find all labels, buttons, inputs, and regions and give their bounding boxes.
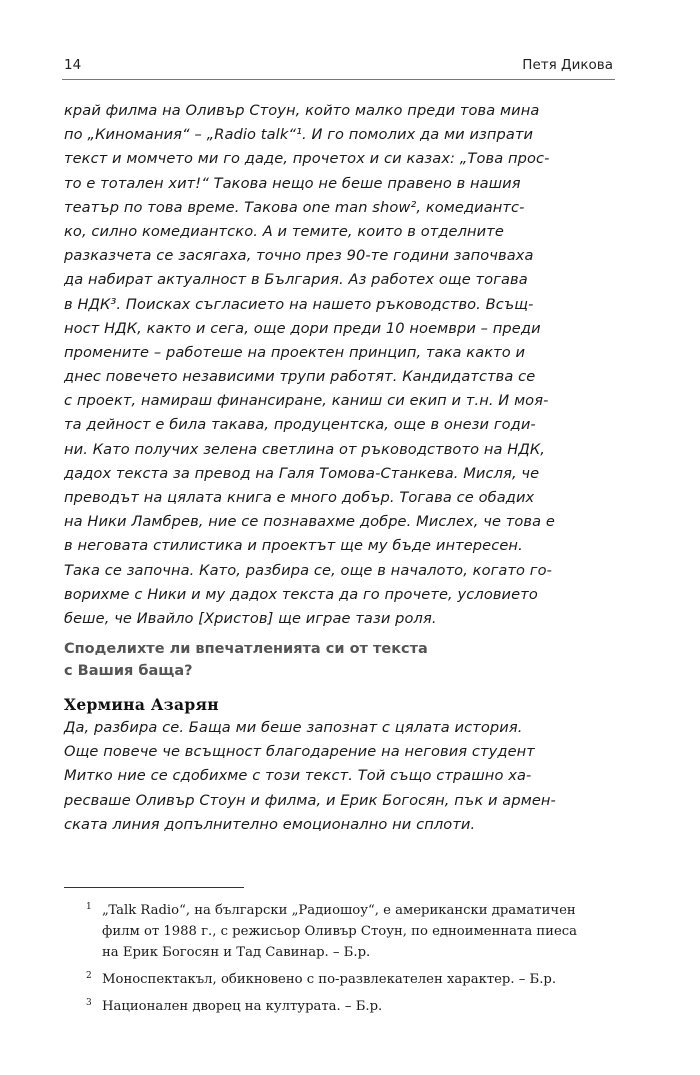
- text-line: на Ники Ламбрев, ние се познавахме добре. Мислех, че това е: [64, 513, 555, 531]
- text-line: Митко ние се сдобихме с този текст. Той също страшно ха-: [64, 767, 532, 785]
- footnote-line: Национален дворец на културата. – Б.р.: [102, 999, 383, 1014]
- text-line: Така се започна. Като, разбира се, още в началото, когато го-: [64, 561, 552, 579]
- text-line: Да, разбира се. Баща ми беше запознат с цялата история.: [64, 719, 523, 736]
- running-header: [62, 51, 615, 80]
- text-line: преводът на цялата книга е много добър. Тогава се обадих: [64, 489, 535, 506]
- footnote-number: 1: [86, 902, 92, 912]
- footnote-line: на Ерик Богосян и Тад Савинар. – Б.р.: [102, 945, 371, 960]
- text-line: в неговата стилистика и проектът ще му бъде интересен.: [64, 537, 523, 555]
- footnote-line: Моноспектакъл, обикновено с по-развлекателен характер. – Б.р.: [102, 972, 557, 987]
- text-line: да набират актуалност в България. Аз работех още тогава: [64, 271, 528, 289]
- text-line: та дейност е била такава, продуцентска, още в онези годи-: [64, 416, 536, 434]
- paragraph-answer-2: [64, 716, 624, 837]
- page-number: 14: [64, 57, 82, 73]
- paragraph-answer-1: [64, 99, 624, 631]
- text-line: то е тотален хит!“ Такова нещо не беше правено в нашия: [64, 174, 521, 192]
- speaker-name: Хермина Азарян: [64, 695, 219, 714]
- text-line: ворихме с Ники и му дадох текста да го прочете, условието: [64, 585, 538, 603]
- footnote-number: 2: [86, 971, 92, 981]
- text-line: промените – работеше на проектен принцип, така както и: [64, 343, 526, 361]
- text-line: беше, че Ивайло [Христов] ще играе тази роля.: [64, 609, 437, 627]
- question-line: Споделихте ли впечатленията си от текста: [64, 641, 428, 657]
- running-header-author: Петя Дикова: [522, 57, 613, 73]
- text-line: ност НДК, както и сега, още дори преди 10 ноември – преди: [64, 319, 541, 337]
- interview-question: [64, 638, 624, 682]
- footnote-line: „Talk Radio“, на български „Радиошоу“, е американски драматичен: [102, 903, 576, 918]
- text-line: Още повече че всъщност благодарение на неговия студент: [64, 743, 535, 761]
- text-line: дадох текста за превод на Галя Томова-Станкева. Мисля, че: [64, 464, 540, 482]
- text-line: ни. Като получих зелена светлина от ръководството на НДК,: [64, 440, 546, 458]
- footnote: [64, 996, 624, 1017]
- text-line: край филма на Оливър Стоун, който малко преди това мина: [64, 102, 540, 119]
- text-line: разказчета се засягаха, точно през 90-те години започваха: [64, 247, 534, 265]
- text-line: с проект, намираш финансиране, каниш си екип и т.н. И моя-: [64, 392, 549, 410]
- text-line: в НДК³. Поисках съгласието на нашето ръководство. Всъщ-: [64, 295, 534, 313]
- footnotes: [64, 900, 624, 1023]
- footnote-divider: [64, 887, 244, 888]
- text-line: ко, силно комедиантско. А и темите, които в отделните: [64, 222, 504, 240]
- text-line: днес повечето независими трупи работят. Кандидатства се: [64, 368, 536, 386]
- text-line: текст и момчето ми го даде, прочетох и си казах: „Това прос-: [64, 150, 550, 168]
- text-line: театър по това време. Такова one man show², комедиантс-: [64, 198, 525, 216]
- question-line: с Вашия баща?: [64, 663, 193, 679]
- text-line: по „Киномания“ – „Radio talk“¹. И го помолих да ми изпрати: [64, 126, 534, 144]
- text-line: ската линия допълнително емоционално ни сплоти.: [64, 815, 476, 833]
- footnote-line: филм от 1988 г., с режисьор Оливър Стоун, по едноименната пиеса: [102, 924, 578, 939]
- footnote: [64, 900, 624, 963]
- footnote-number: 3: [86, 998, 92, 1008]
- text-line: ресваше Оливър Стоун и филма, и Ерик Богосян, пък и армен-: [64, 791, 556, 809]
- footnote: [64, 969, 624, 990]
